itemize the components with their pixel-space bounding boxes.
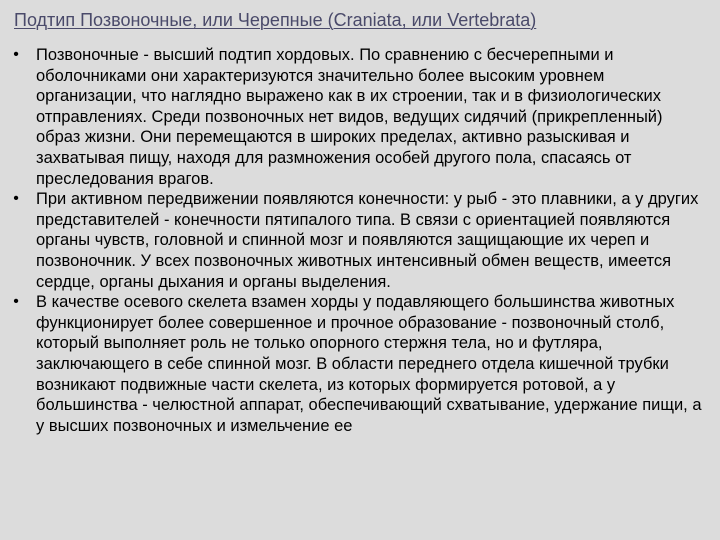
bullet-text: В качестве осевого скелета взамен хорды у подавляющего большинства животных функционирует более совершенное и прочное образование - позвоночный столб, который выполняет роль не только опорного стержня тела, но и футляра, заключающего в себе спинной мозг. В области переднего отдела кишечной трубки возникают подвижные части скелета, из которых формируется ротовой, а у большинства - челюстной аппарат, обеспечивающий схватывание, удержание пищи, а у высших позвоночных и измельчение ее — [36, 293, 702, 435]
bullet-item — [0, 45, 720, 189]
bullet-item — [0, 292, 720, 436]
slide-title[interactable]: Подтип Позвоночные, или Черепные (Craniata, или Vertebrata) — [14, 10, 537, 30]
bullet-list — [0, 45, 720, 436]
bullet-marker: • — [13, 190, 19, 208]
bullet-item — [0, 189, 720, 292]
bullet-text: Позвоночные - высший подтип хордовых. По сравнению с бесчерепными и оболочниками они характеризуются значительно более высоким уровнем организации, что наглядно выражено как в их строении, так и в физиологических отправлениях. Среди позвоночных нет видов, ведущих сидячий (прикрепленный) образ жизни. Они перемещаются в широких пределах, активно разыскивая и захватывая пищу, находя для размножения особей другого пола, спасаясь от преследования врагов. — [36, 46, 663, 188]
bullet-marker: • — [13, 46, 19, 63]
bullet-marker: • — [13, 293, 19, 311]
bullet-text: При активном передвижении появляются конечности: у рыб - это плавники, а у других представителей - конечности пятипалого типа. В связи с ориентацией появляются органы чувств, головной и спинной мозг и появляются защищающие их череп и позвоночник. У всех позвоночных животных интенсивный обмен веществ, имеется сердце, органы дыхания и органы выделения. — [36, 190, 699, 291]
